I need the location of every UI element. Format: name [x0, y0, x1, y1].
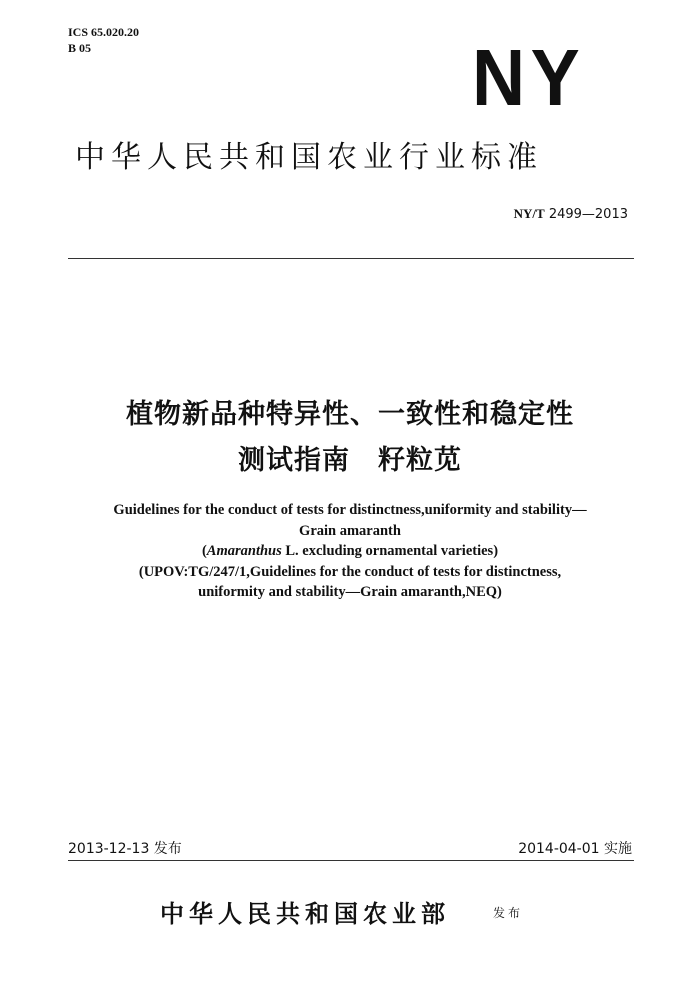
publish-label: 发布 [493, 906, 524, 920]
ccs-code: B 05 [68, 41, 92, 55]
paren-open: ( [201, 543, 207, 559]
english-title-line-2: Grain amaranth [299, 522, 401, 539]
chinese-title-line-1: 植物新品种特异性、一致性和稳定性 [126, 399, 574, 430]
genus-name: Amaranthus [206, 543, 282, 559]
english-title-line-3-rest: L. excluding ornamental varieties) [281, 543, 499, 559]
bottom-divider [68, 860, 634, 861]
implementation-date: 2014-04-01 实施 [518, 841, 632, 857]
standard-category-title: 中华人民共和国农业行业标准 [75, 140, 543, 175]
issuing-authority: 中华人民共和国农业部 [160, 899, 450, 928]
chinese-title-line-2: 测试指南 籽粒苋 [238, 445, 462, 476]
english-title [0, 500, 700, 603]
english-title-line-5: uniformity and stability—Grain amaranth,NEQ) [198, 584, 502, 600]
top-divider [68, 258, 634, 259]
standard-number [514, 206, 628, 222]
english-title-line-4: (UPOV:TG/247/1,Guidelines for the conduct of tests for distinctness, [138, 563, 562, 580]
standard-number-prefix: NY/T [513, 206, 545, 221]
standard-number-value: 2499—2013 [548, 207, 628, 222]
classification-codes [68, 24, 139, 56]
english-title-line-3 [0, 541, 700, 562]
release-date: 2013-12-13 发布 [68, 841, 182, 857]
english-title-line-1: Guidelines for the conduct of tests for distinctness,uniformity and stability— [113, 502, 587, 518]
ny-logo: NY [472, 33, 586, 122]
ics-code: ICS 65.020.20 [68, 25, 140, 39]
